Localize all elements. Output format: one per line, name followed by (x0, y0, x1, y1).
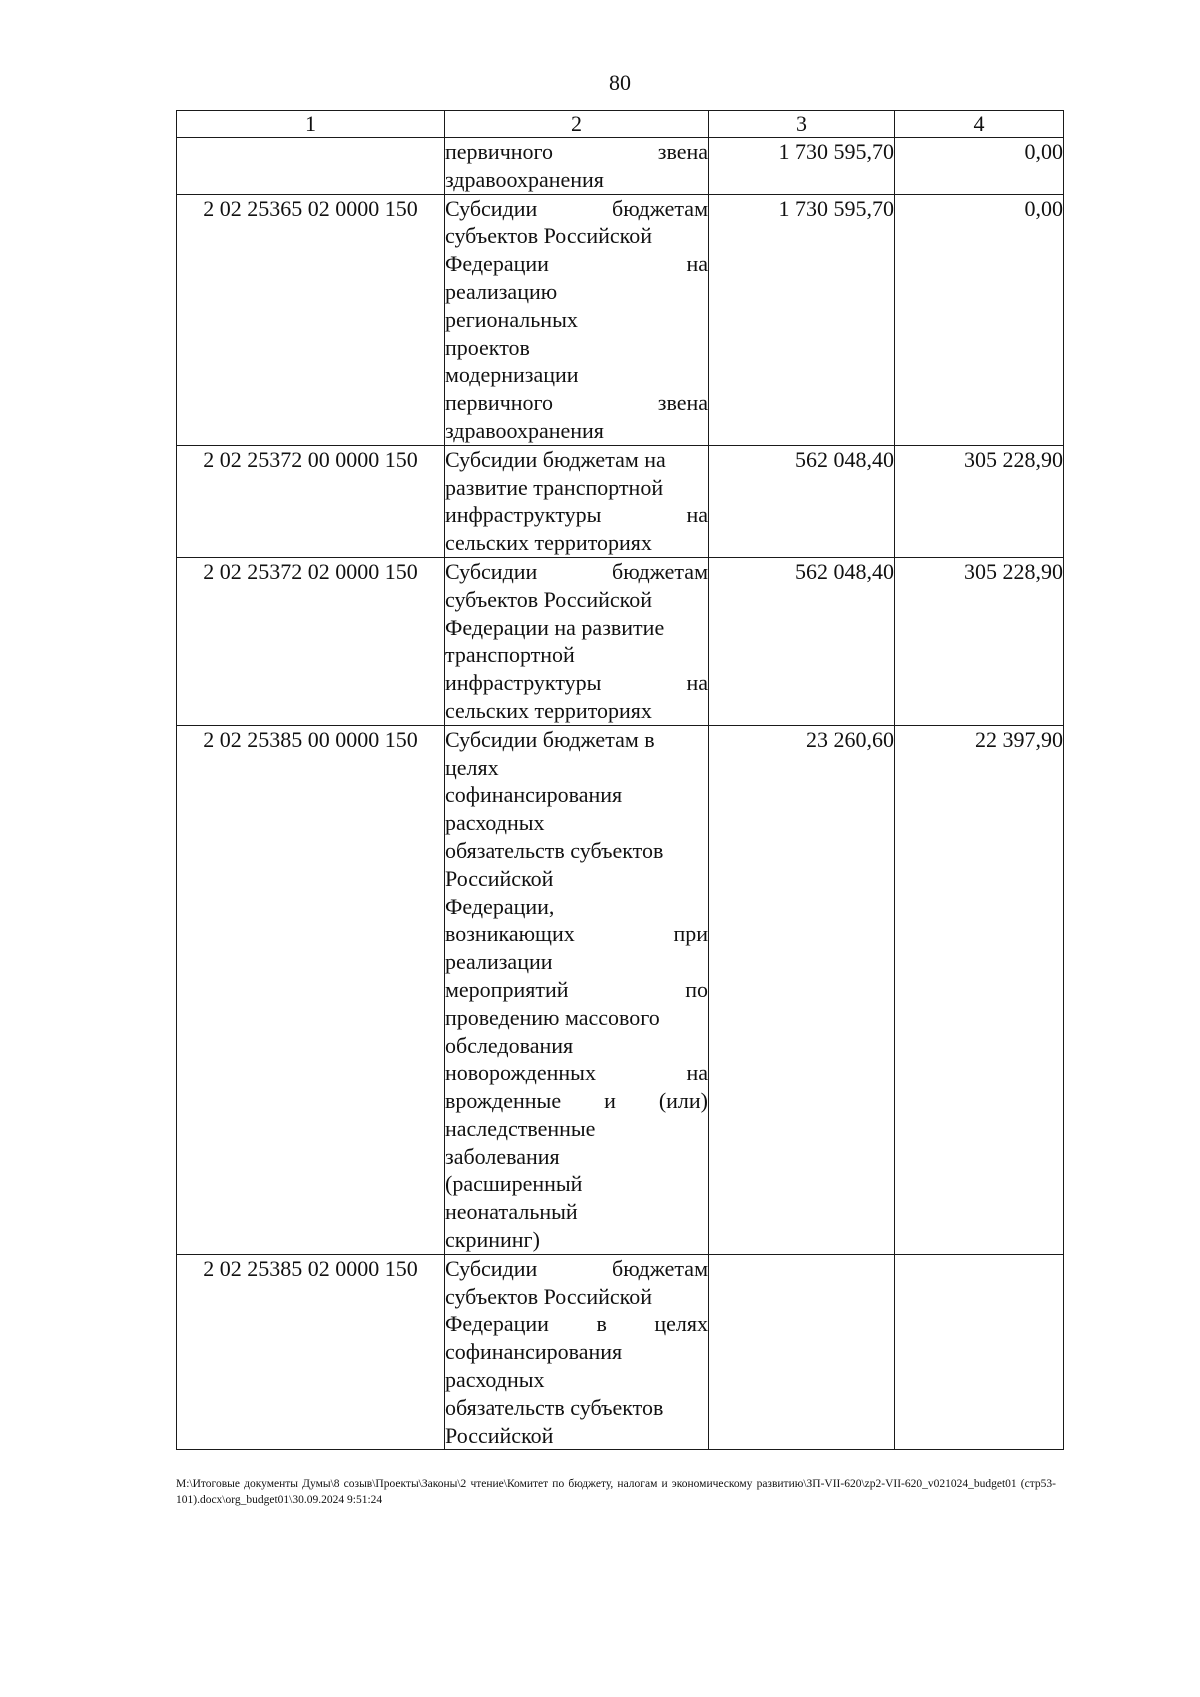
amount-col-4-cell: 22 397,90 (895, 725, 1064, 1254)
description-line: проведению массового (445, 1004, 660, 1030)
amount-col-3-cell: 562 048,40 (709, 445, 895, 557)
description-line: Субсидии бюджетам в (445, 726, 655, 752)
amount-col-4-cell (895, 1254, 1064, 1450)
table-row (177, 557, 1064, 725)
description-line: расходных (445, 810, 545, 836)
budget-code-cell (177, 138, 445, 195)
description-line: Субсидии бюджетам (445, 558, 708, 584)
budget-table (176, 110, 1064, 1450)
description-line: Российской (445, 1422, 554, 1448)
description-line: неонатальный (445, 1199, 578, 1225)
description-line: развитие транспортной (445, 474, 664, 500)
description-line: субъектов Российской (445, 1283, 653, 1309)
amount-col-4-cell: 0,00 (895, 138, 1064, 195)
description-line: здравоохранения (445, 417, 604, 443)
description-line: Федерации на развитие (445, 614, 665, 640)
table-row (177, 138, 1064, 195)
description-line: сельских территориях (445, 697, 652, 723)
header-col-3: 3 (709, 111, 895, 138)
description-line: субъектов Российской (445, 223, 653, 249)
description-cell (445, 725, 709, 1254)
description-line: (расширенный (445, 1171, 583, 1197)
description-line: мероприятий по (445, 976, 708, 1002)
budget-code-cell: 2 02 25365 02 0000 150 (177, 194, 445, 445)
header-col-1: 1 (177, 111, 445, 138)
table-row (177, 1254, 1064, 1450)
description-line: возникающих при (445, 921, 708, 947)
description-line: софинансирования (445, 1339, 623, 1365)
description-line: новорожденных на (445, 1060, 708, 1086)
description-line: региональных (445, 306, 578, 332)
amount-col-3-cell: 23 260,60 (709, 725, 895, 1254)
amount-col-4-cell: 305 228,90 (895, 557, 1064, 725)
budget-code-cell: 2 02 25372 00 0000 150 (177, 445, 445, 557)
description-line: обязательств субъектов (445, 1394, 664, 1420)
description-line: расходных (445, 1367, 545, 1393)
description-cell (445, 194, 709, 445)
description-cell (445, 1254, 709, 1450)
table-row (177, 725, 1064, 1254)
budget-code-cell: 2 02 25385 02 0000 150 (177, 1254, 445, 1450)
description-line: Федерации на (445, 251, 708, 277)
budget-code-cell: 2 02 25385 00 0000 150 (177, 725, 445, 1254)
description-line: обязательств субъектов (445, 837, 664, 863)
description-line: инфраструктуры на (445, 670, 708, 696)
description-line: модернизации (445, 362, 579, 388)
amount-col-3-cell (709, 1254, 895, 1450)
description-cell (445, 445, 709, 557)
amount-col-4-cell: 305 228,90 (895, 445, 1064, 557)
description-line: первичного звена (445, 390, 708, 416)
description-line: наследственные (445, 1115, 596, 1141)
description-line: транспортной (445, 642, 575, 668)
amount-col-3-cell: 1 730 595,70 (709, 138, 895, 195)
description-line: целях (445, 754, 499, 780)
description-line: софинансирования (445, 782, 623, 808)
table-header-row (177, 111, 1064, 138)
document-path-footer: М:\Итоговые документы Думы\8 созыв\Проекты\Законы\2 чтение\Комитет по бюджету, налогам и экономическому развитию\ЗП-VII-620\zp2-VII-620_v021024_budget01 (стр53-101).docx\org_budget01\30.09.2024 9:51:24 (176, 1478, 1056, 1506)
description-line: Субсидии бюджетам (445, 1255, 708, 1281)
description-line: проектов (445, 334, 530, 360)
description-line: Российской (445, 865, 554, 891)
description-line: реализации (445, 949, 553, 975)
description-line: инфраструктуры на (445, 502, 708, 528)
description-line: реализацию (445, 278, 558, 304)
description-cell (445, 138, 709, 195)
description-line: заболевания (445, 1143, 560, 1169)
description-line: сельских территориях (445, 530, 652, 556)
table-row (177, 194, 1064, 445)
description-line: Субсидии бюджетам на (445, 446, 666, 472)
description-line: скрининг) (445, 1227, 540, 1253)
description-line: здравоохранения (445, 166, 604, 192)
description-line: Федерации в целях (445, 1311, 708, 1337)
description-line: обследования (445, 1032, 574, 1058)
description-line: субъектов Российской (445, 586, 653, 612)
header-col-2: 2 (445, 111, 709, 138)
amount-col-3-cell: 562 048,40 (709, 557, 895, 725)
amount-col-3-cell: 1 730 595,70 (709, 194, 895, 445)
description-cell (445, 557, 709, 725)
header-col-4: 4 (895, 111, 1064, 138)
page-number: 80 (609, 70, 631, 95)
table-row (177, 445, 1064, 557)
description-line: Субсидии бюджетам (445, 195, 708, 221)
description-line: врожденные и (или) (445, 1088, 708, 1114)
description-line: первичного звена (445, 139, 708, 164)
budget-code-cell: 2 02 25372 02 0000 150 (177, 557, 445, 725)
description-line: Федерации, (445, 893, 555, 919)
amount-col-4-cell: 0,00 (895, 194, 1064, 445)
